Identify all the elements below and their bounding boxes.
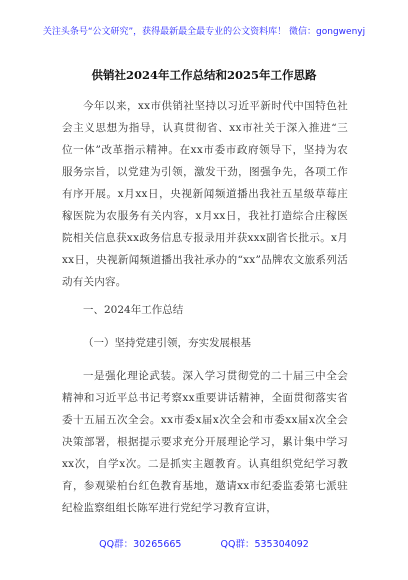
header-promo-note: 关注头条号“公文研究”，获得最新最全最专业的公文资料库！ 微信：gongwenyj bbox=[42, 27, 366, 37]
section-1-block bbox=[62, 299, 348, 321]
document-body bbox=[62, 95, 348, 293]
section-heading: 一、2024年工作总结 bbox=[83, 304, 184, 316]
footer-qq-group-2: QQ群：535304092 bbox=[220, 539, 309, 550]
body-paragraph: 一是强化理论武装。深入学习贯彻党的二十届三中全会精神和习近平总书记考察xx重要讲话精神，全面贯彻落实省委十五届五次全会。xx市委x届x次全会和市委xx届x次全会决策部署，根据提示要求充分开展理论学习，累计集中学习xx次，自学x次。二是抓实主题教育。认真组织党纪学习教育，参观梁柏台红色教育基地，邀请xx市纪委监委第七派驻纪检监察组组长陈军进行党纪学习教育宣讲， bbox=[62, 370, 348, 514]
subsection-1-block bbox=[62, 332, 348, 354]
footer-contacts bbox=[0, 536, 408, 550]
intro-paragraph: 今年以来，xx市供销社坚持以习近平新时代中国特色社会主义思想为指导，认真贯彻省、xx市社关于深入推进“三位一体”改革指示精神。在xx市委市政府领导下，坚持为农服务宗旨，以党建为引领，激发干劲，图强争先，各项工作有序开展。x月xx日，央视新闻频道播出我社五星级草莓庄稼医院为农服务有关内容，x月xx日，我社打造综合庄稼医院相关信息获xx政务信息专报录用并获xxx副省长批示。x月xx日，央视新闻频道播出我社承办的“xx”品牌农文旅系列活动有关内容。 bbox=[62, 100, 348, 288]
subsection-heading: （一）坚持党建引领，夯实发展根基 bbox=[83, 337, 251, 349]
document-title: 供销社2024年工作总结和2025年工作思路 bbox=[91, 68, 317, 82]
para-2-block bbox=[62, 365, 348, 519]
footer-qq-group-1: QQ群：30265665 bbox=[99, 539, 182, 550]
